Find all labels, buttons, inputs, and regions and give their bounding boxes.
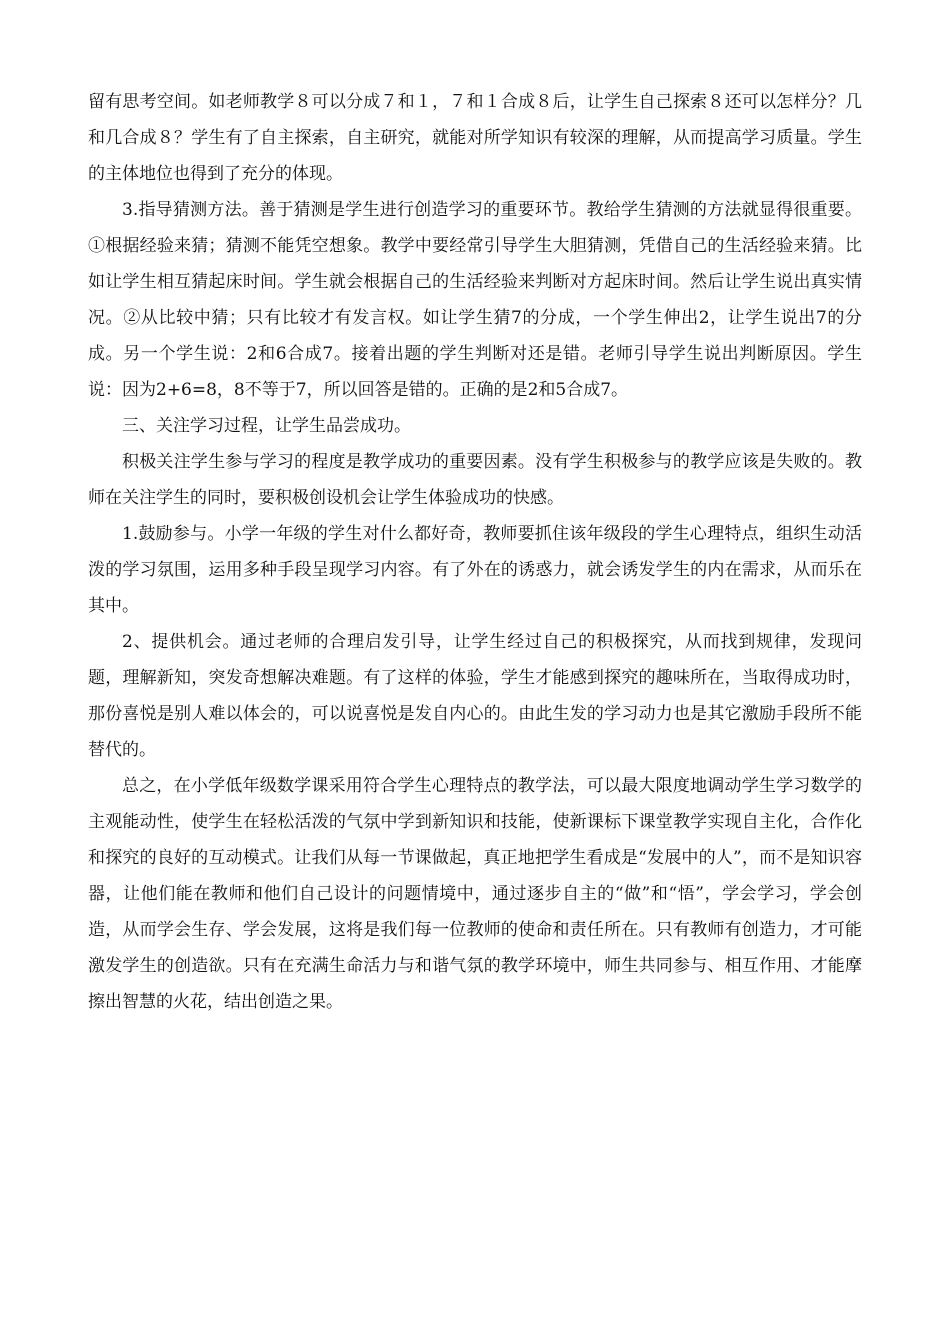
paragraph-conclusion: 总之，在小学低年级数学课采用符合学生心理特点的教学法，可以最大限度地调动学生学习数学的主观能动性，使学生在轻松活泼的气氛中学到新知识和技能，使新课标下课堂教学实现自主化，合作化和探究的良好的互动模式。让我们从每一节课做起，真正地把学生看成是“发展中的人”，而不是知识容器，让他们能在教师和他们自己设计的问题情境中，通过逐步自主的“做”和“悟”，学会学习，学会创造，从而学会生存、学会发展，这将是我们每一位教师的使命和责任所在。只有教师有创造力，才可能激发学生的创造欲。只有在充满生命活力与和谐气氛的教学环境中，师生共同参与、相互作用、才能摩擦出智慧的火花，结出创造之果。	[88, 776, 862, 1012]
section-heading-three: 三、关注学习过程，让学生品尝成功。	[122, 416, 411, 436]
paragraph-continued: 留有思考空间。如老师教学８可以分成７和１，７和１合成８后，让学生自己探索８还可以怎样分？几和几合成８？学生有了自主探索，自主研究，就能对所学知识有较深的理解，从而提高学习质量。学生的主体地位也得到了充分的体现。	[88, 92, 862, 184]
document-body	[88, 84, 862, 1020]
paragraph-participation: 积极关注学生参与学习的程度是教学成功的重要因素。没有学生积极参与的教学应该是失败的。教师在关注学生的同时，要积极创设机会让学生体验成功的快感。	[88, 452, 862, 508]
paragraph-opportunity: 2、提供机会。通过老师的合理启发引导，让学生经过自己的积极探究，从而找到规律，发现问题，理解新知，突发奇想解决难题。有了这样的体验，学生才能感到探究的趣味所在，当取得成功时，那份喜悦是别人难以体会的，可以说喜悦是发自内心的。由此生发的学习动力也是其它激励手段所不能替代的。	[88, 632, 862, 760]
paragraph-encourage: 1.鼓励参与。小学一年级的学生对什么都好奇，教师要抓住该年级段的学生心理特点，组织生动活泼的学习氛围，运用多种手段呈现学习内容。有了外在的诱惑力，就会诱发学生的内在需求，从而乐在其中。	[88, 524, 862, 616]
paragraph-guess-method: 3.指导猜测方法。善于猜测是学生进行创造学习的重要环节。教给学生猜测的方法就显得很重要。①根据经验来猜；猜测不能凭空想象。教学中要经常引导学生大胆猜测，凭借自己的生活经验来猜。比如让学生相互猜起床时间。学生就会根据自己的生活经验来判断对方起床时间。然后让学生说出真实情况。②从比较中猜；只有比较才有发言权。如让学生猜7的分成，一个学生伸出2，让学生说出7的分成。另一个学生说：2和6合成7。接着出题的学生判断对还是错。老师引导学生说出判断原因。学生说：因为2+6=8，8不等于7，所以回答是错的。正确的是2和5合成7。	[88, 200, 862, 400]
